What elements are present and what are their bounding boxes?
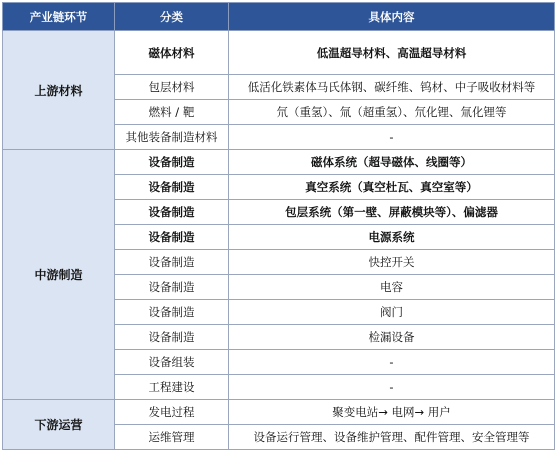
category-cell: 工程建设	[115, 375, 229, 400]
content-cell: -	[229, 350, 555, 375]
content-cell: 阀门	[229, 300, 555, 325]
content-cell: 设备运行管理、设备维护管理、配件管理、安全管理等	[229, 425, 555, 450]
table-row	[3, 400, 555, 425]
table-row	[3, 150, 555, 175]
stage-midstream: 中游制造	[3, 150, 115, 400]
category-cell: 磁体材料	[115, 31, 229, 75]
content-cell: 电源系统	[229, 225, 555, 250]
table-row	[3, 31, 555, 75]
category-cell: 设备制造	[115, 225, 229, 250]
category-cell: 其他装备制造材料	[115, 125, 229, 150]
header-chain-stage: 产业链环节	[3, 3, 115, 31]
industry-chain-table-frame	[2, 2, 554, 467]
content-cell: 包层系统（第一壁、屏蔽模块等）、偏滤器	[229, 200, 555, 225]
header-category: 分类	[115, 3, 229, 31]
category-cell: 设备组装	[115, 350, 229, 375]
category-cell: 设备制造	[115, 175, 229, 200]
content-cell: 快控开关	[229, 250, 555, 275]
table-header-row	[3, 3, 555, 31]
category-cell: 设备制造	[115, 200, 229, 225]
industry-chain-table	[2, 2, 555, 450]
content-cell: 真空系统（真空杜瓦、真空室等）	[229, 175, 555, 200]
category-cell: 设备制造	[115, 250, 229, 275]
category-cell: 设备制造	[115, 325, 229, 350]
content-cell: 电容	[229, 275, 555, 300]
category-cell: 运维管理	[115, 425, 229, 450]
category-cell: 设备制造	[115, 150, 229, 175]
content-cell: 磁体系统（超导磁体、线圈等）	[229, 150, 555, 175]
category-cell: 包层材料	[115, 75, 229, 100]
content-cell: 低温超导材料、高温超导材料	[229, 31, 555, 75]
stage-upstream: 上游材料	[3, 31, 115, 150]
content-cell: -	[229, 125, 555, 150]
header-content: 具体内容	[229, 3, 555, 31]
category-cell: 设备制造	[115, 300, 229, 325]
content-cell: 检漏设备	[229, 325, 555, 350]
stage-downstream: 下游运营	[3, 400, 115, 450]
category-cell: 燃料 / 靶	[115, 100, 229, 125]
content-cell: 低活化铁素体马氏体钢、碳纤维、钨材、中子吸收材料等	[229, 75, 555, 100]
category-cell: 发电过程	[115, 400, 229, 425]
content-cell: 聚变电站→ 电网→ 用户	[229, 400, 555, 425]
category-cell: 设备制造	[115, 275, 229, 300]
content-cell: 氘（重氢）、氚（超重氢）、氘化锂、氚化锂等	[229, 100, 555, 125]
content-cell: -	[229, 375, 555, 400]
